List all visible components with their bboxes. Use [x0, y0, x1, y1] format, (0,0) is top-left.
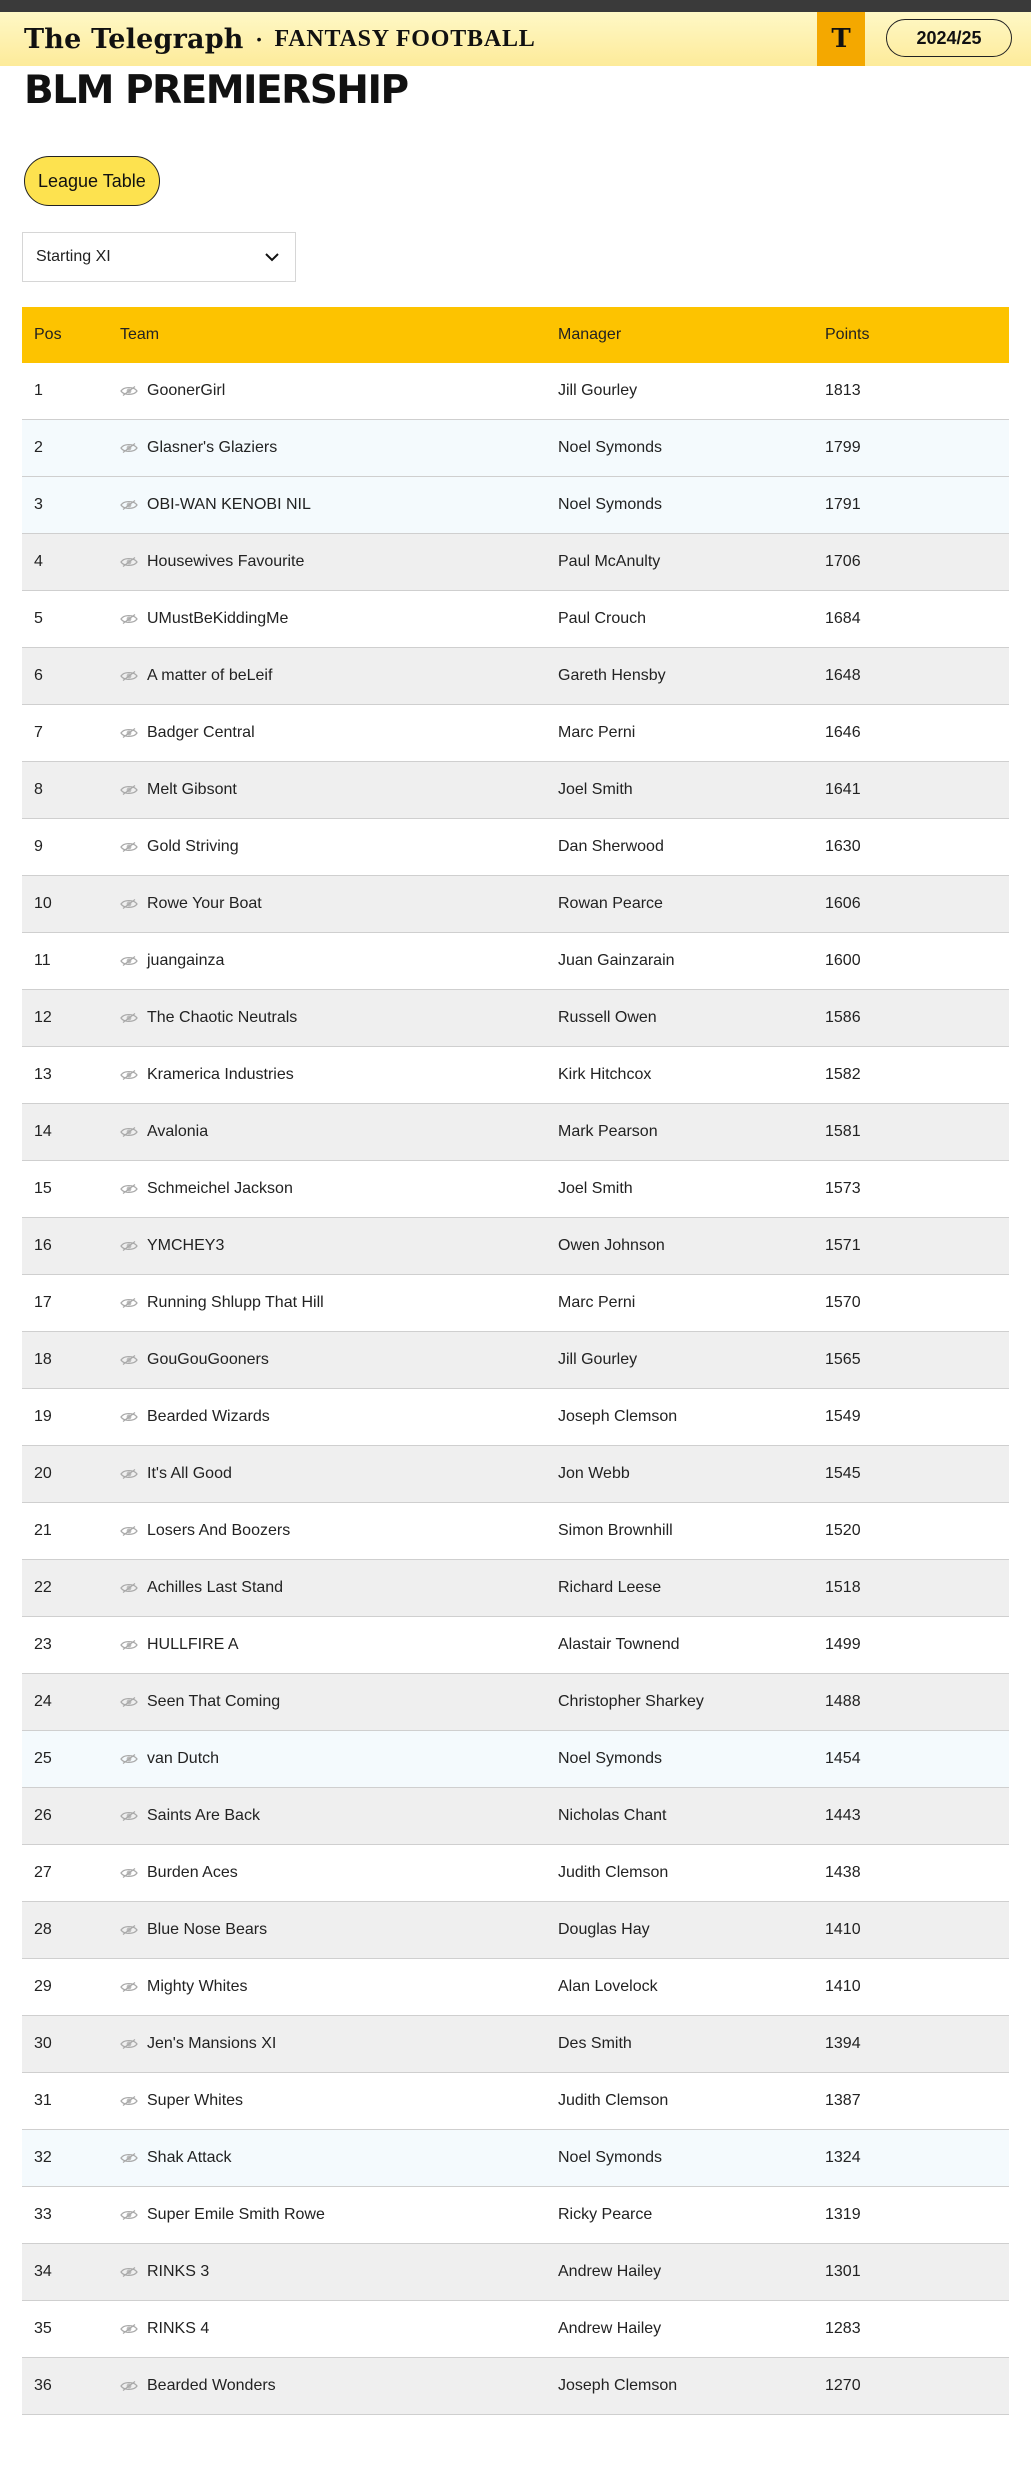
table-row[interactable] — [22, 420, 1009, 477]
row-team-name[interactable]: Avalonia — [147, 1123, 209, 1140]
league-title: BLM PREMIERSHIP — [24, 68, 408, 113]
eye-icon[interactable] — [120, 1126, 138, 1138]
section-name[interactable]: FANTASY FOOTBALL — [274, 25, 536, 52]
row-manager: Noel Symonds — [558, 1750, 663, 1767]
row-manager: Nicholas Chant — [558, 1807, 667, 1824]
row-manager: Noel Symonds — [558, 2149, 663, 2166]
row-manager: Jon Webb — [558, 1465, 630, 1482]
row-manager: Mark Pearson — [558, 1123, 658, 1140]
eye-icon[interactable] — [120, 442, 138, 454]
table-row[interactable] — [22, 534, 1009, 591]
row-manager: Kirk Hitchcox — [558, 1066, 652, 1083]
row-team-cell[interactable] — [120, 2320, 558, 2338]
row-position: 5 — [34, 610, 43, 627]
row-team-name[interactable]: Rowe Your Boat — [147, 895, 262, 912]
row-points: 1438 — [825, 1864, 861, 1881]
row-points: 1324 — [825, 2149, 861, 2166]
row-position: 32 — [34, 2149, 52, 2166]
eye-icon[interactable] — [120, 613, 138, 625]
table-row[interactable] — [22, 1674, 1009, 1731]
column-header-team[interactable]: Team — [120, 326, 160, 343]
row-points: 1549 — [825, 1408, 861, 1425]
table-row[interactable] — [22, 363, 1009, 420]
eye-icon[interactable] — [120, 1411, 138, 1423]
eye-icon[interactable] — [120, 1924, 138, 1936]
eye-icon[interactable] — [120, 2380, 138, 2392]
row-team-cell[interactable] — [120, 2206, 558, 2224]
table-row[interactable] — [22, 1902, 1009, 1959]
eye-icon[interactable] — [120, 1240, 138, 1252]
row-points: 1270 — [825, 2377, 861, 2394]
table-row[interactable] — [22, 2130, 1009, 2187]
row-position: 29 — [34, 1978, 52, 1995]
row-team-name[interactable]: Seen That Coming — [147, 1693, 281, 1710]
chevron-down-icon — [263, 248, 281, 266]
row-team-name[interactable]: Shak Attack — [147, 2149, 232, 2166]
table-row[interactable] — [22, 1047, 1009, 1104]
row-manager: Noel Symonds — [558, 439, 663, 456]
row-team-cell[interactable] — [120, 1978, 558, 1996]
row-team-name[interactable]: It's All Good — [147, 1465, 232, 1482]
table-row[interactable] — [22, 990, 1009, 1047]
row-team-cell[interactable] — [120, 2092, 558, 2110]
row-points: 1581 — [825, 1123, 861, 1140]
eye-icon[interactable] — [120, 1069, 138, 1081]
table-row[interactable] — [22, 1218, 1009, 1275]
row-team-cell[interactable] — [120, 1465, 558, 1483]
column-header-manager[interactable]: Manager — [558, 326, 622, 343]
row-manager: Douglas Hay — [558, 1921, 650, 1938]
table-row[interactable] — [22, 933, 1009, 990]
row-position: 12 — [34, 1009, 52, 1026]
row-team-name[interactable]: GoonerGirl — [147, 382, 226, 399]
row-team-cell[interactable] — [120, 1693, 558, 1711]
row-position: 35 — [34, 2320, 52, 2337]
league-table-tab[interactable]: League Table — [24, 156, 160, 206]
table-row[interactable] — [22, 648, 1009, 705]
table-row[interactable] — [22, 1731, 1009, 1788]
table-row[interactable] — [22, 2187, 1009, 2244]
row-points: 1641 — [825, 781, 861, 798]
row-position: 34 — [34, 2263, 52, 2280]
row-team-cell[interactable] — [120, 1294, 558, 1312]
eye-icon[interactable] — [120, 1297, 138, 1309]
table-row[interactable] — [22, 1560, 1009, 1617]
row-team-cell[interactable] — [120, 1408, 558, 1426]
eye-icon[interactable] — [120, 556, 138, 568]
table-row[interactable] — [22, 1161, 1009, 1218]
row-manager: Paul Crouch — [558, 610, 647, 627]
row-manager: Alastair Townend — [558, 1636, 680, 1653]
row-manager: Juan Gainzarain — [558, 952, 675, 969]
row-position: 21 — [34, 1522, 52, 1539]
row-team-cell[interactable] — [120, 1807, 558, 1825]
row-manager: Ricky Pearce — [558, 2206, 653, 2223]
row-position: 36 — [34, 2377, 52, 2394]
row-team-name[interactable]: Super Emile Smith Rowe — [147, 2206, 325, 2223]
row-team-cell[interactable] — [120, 952, 558, 970]
row-team-cell[interactable] — [120, 382, 558, 400]
row-position: 6 — [34, 667, 43, 684]
eye-icon[interactable] — [120, 898, 138, 910]
row-position: 9 — [34, 838, 43, 855]
table-row[interactable] — [22, 2244, 1009, 2301]
row-manager: Marc Perni — [558, 1294, 636, 1311]
row-points: 1410 — [825, 1921, 861, 1938]
column-header-points[interactable]: Points — [825, 326, 870, 343]
eye-icon[interactable] — [120, 499, 138, 511]
row-team-cell[interactable] — [120, 724, 558, 742]
row-position: 2 — [34, 439, 43, 456]
row-team-cell[interactable] — [120, 439, 558, 457]
row-team-cell[interactable] — [120, 895, 558, 913]
row-team-name[interactable]: HULLFIRE A — [147, 1636, 239, 1653]
row-team-cell[interactable] — [120, 553, 558, 571]
row-position: 31 — [34, 2092, 52, 2109]
eye-icon[interactable] — [120, 1753, 138, 1765]
league-table — [22, 307, 1009, 2415]
row-manager: Alan Lovelock — [558, 1978, 658, 1995]
row-team-cell[interactable] — [120, 1636, 558, 1654]
row-manager: Richard Leese — [558, 1579, 662, 1596]
row-manager: Joel Smith — [558, 1180, 633, 1197]
row-position: 22 — [34, 1579, 52, 1596]
row-team-cell[interactable] — [120, 1066, 558, 1084]
eye-icon[interactable] — [120, 727, 138, 739]
table-row[interactable] — [22, 1503, 1009, 1560]
table-row[interactable] — [22, 1845, 1009, 1902]
row-position: 18 — [34, 1351, 52, 1368]
row-points: 1606 — [825, 895, 861, 912]
eye-icon[interactable] — [120, 670, 138, 682]
row-team-name[interactable]: Melt Gibsont — [147, 781, 237, 798]
row-team-cell[interactable] — [120, 2263, 558, 2281]
eye-icon[interactable] — [120, 2152, 138, 2164]
row-points: 1600 — [825, 952, 861, 969]
eye-icon[interactable] — [120, 784, 138, 796]
row-points: 1301 — [825, 2263, 861, 2280]
eye-icon[interactable] — [120, 1696, 138, 1708]
row-team-cell[interactable] — [120, 1579, 558, 1597]
table-row[interactable] — [22, 2301, 1009, 2358]
row-points: 1520 — [825, 1522, 861, 1539]
row-team-name[interactable]: Glasner's Glaziers — [147, 439, 278, 456]
table-row[interactable] — [22, 1389, 1009, 1446]
row-team-cell[interactable] — [120, 1009, 558, 1027]
row-team-cell[interactable] — [120, 838, 558, 856]
eye-icon[interactable] — [120, 955, 138, 967]
row-points: 1283 — [825, 2320, 861, 2337]
eye-icon[interactable] — [120, 841, 138, 853]
row-team-name[interactable]: Badger Central — [147, 724, 255, 741]
eye-icon[interactable] — [120, 1468, 138, 1480]
row-manager: Rowan Pearce — [558, 895, 663, 912]
row-points: 1648 — [825, 667, 861, 684]
row-points: 1791 — [825, 496, 861, 513]
table-row[interactable] — [22, 762, 1009, 819]
row-points: 1582 — [825, 1066, 861, 1083]
row-manager: Judith Clemson — [558, 2092, 669, 2109]
row-manager: Owen Johnson — [558, 1237, 665, 1254]
row-manager: Jill Gourley — [558, 1351, 638, 1368]
table-row[interactable] — [22, 819, 1009, 876]
row-points: 1518 — [825, 1579, 861, 1596]
row-position: 16 — [34, 1237, 52, 1254]
row-points: 1545 — [825, 1465, 861, 1482]
eye-icon[interactable] — [120, 1810, 138, 1822]
table-row[interactable] — [22, 1332, 1009, 1389]
row-points: 1799 — [825, 439, 861, 456]
row-team-name[interactable]: Gold Striving — [147, 838, 239, 855]
row-team-name[interactable]: YMCHEY3 — [147, 1237, 225, 1254]
eye-icon[interactable] — [120, 2038, 138, 2050]
row-manager: Des Smith — [558, 2035, 632, 2052]
row-team-name[interactable]: Mighty Whites — [147, 1978, 248, 1995]
browser-top-strip — [0, 0, 1031, 12]
row-manager: Andrew Hailey — [558, 2263, 662, 2280]
row-position: 25 — [34, 1750, 52, 1767]
row-position: 4 — [34, 553, 43, 570]
row-team-name[interactable]: Blue Nose Bears — [147, 1921, 268, 1938]
row-points: 1586 — [825, 1009, 861, 1026]
row-team-name[interactable]: Losers And Boozers — [147, 1522, 291, 1539]
eye-icon[interactable] — [120, 2323, 138, 2335]
eye-icon[interactable] — [120, 1525, 138, 1537]
row-position: 30 — [34, 2035, 52, 2052]
table-body — [22, 363, 1009, 2415]
eye-icon[interactable] — [120, 385, 138, 397]
row-team-name[interactable]: UMustBeKiddingMe — [147, 610, 289, 627]
row-team-name[interactable]: Saints Are Back — [147, 1807, 260, 1824]
row-position: 14 — [34, 1123, 52, 1140]
row-team-cell[interactable] — [120, 610, 558, 628]
row-team-cell[interactable] — [120, 1180, 558, 1198]
row-points: 1630 — [825, 838, 861, 855]
row-points: 1410 — [825, 1978, 861, 1995]
row-position: 26 — [34, 1807, 52, 1824]
row-team-cell[interactable] — [120, 1351, 558, 1369]
row-team-cell[interactable] — [120, 2377, 558, 2395]
row-position: 17 — [34, 1294, 52, 1311]
row-team-cell[interactable] — [120, 496, 558, 514]
row-manager: Gareth Hensby — [558, 667, 666, 684]
row-points: 1684 — [825, 610, 861, 627]
row-points: 1571 — [825, 1237, 861, 1254]
row-position: 13 — [34, 1066, 52, 1083]
brand-separator: • — [256, 31, 262, 47]
table-row[interactable] — [22, 1446, 1009, 1503]
row-team-name[interactable]: RINKS 3 — [147, 2263, 210, 2280]
table-row[interactable] — [22, 477, 1009, 534]
row-points: 1488 — [825, 1693, 861, 1710]
row-position: 20 — [34, 1465, 52, 1482]
row-position: 27 — [34, 1864, 52, 1881]
row-position: 3 — [34, 496, 43, 513]
row-team-name[interactable]: Bearded Wizards — [147, 1408, 270, 1425]
row-team-cell[interactable] — [120, 2149, 558, 2167]
row-position: 8 — [34, 781, 43, 798]
row-team-name[interactable]: Bearded Wonders — [147, 2377, 276, 2394]
row-position: 23 — [34, 1636, 52, 1653]
row-points: 1319 — [825, 2206, 861, 2223]
row-manager: Marc Perni — [558, 724, 636, 741]
table-header-row — [22, 307, 1009, 363]
row-team-cell[interactable] — [120, 1750, 558, 1768]
row-manager: Joseph Clemson — [558, 1408, 678, 1425]
row-team-cell[interactable] — [120, 667, 558, 685]
table-row[interactable] — [22, 1788, 1009, 1845]
row-position: 24 — [34, 1693, 52, 1710]
row-team-cell[interactable] — [120, 1123, 558, 1141]
row-manager: Dan Sherwood — [558, 838, 664, 855]
eye-icon[interactable] — [120, 2095, 138, 2107]
row-team-name[interactable]: OBI-WAN KENOBI NIL — [147, 496, 311, 513]
table-row[interactable] — [22, 1275, 1009, 1332]
row-manager: Judith Clemson — [558, 1864, 669, 1881]
row-manager: Christopher Sharkey — [558, 1693, 704, 1710]
row-team-cell[interactable] — [120, 1921, 558, 1939]
row-team-name[interactable]: Jen's Mansions XI — [147, 2035, 277, 2052]
row-team-name[interactable]: A matter of beLeif — [147, 667, 273, 684]
table-row[interactable] — [22, 2016, 1009, 2073]
row-manager: Paul McAnulty — [558, 553, 661, 570]
column-header-pos[interactable]: Pos — [34, 326, 62, 343]
row-position: 1 — [34, 382, 43, 399]
eye-icon[interactable] — [120, 2209, 138, 2221]
row-points: 1570 — [825, 1294, 861, 1311]
dropdown-selected-value: Starting XI — [36, 248, 111, 265]
row-position: 19 — [34, 1408, 52, 1425]
row-points: 1573 — [825, 1180, 861, 1197]
row-team-name[interactable]: Housewives Favourite — [147, 553, 305, 570]
row-position: 11 — [34, 952, 51, 969]
telegraph-logo[interactable]: The Telegraph — [24, 23, 244, 55]
row-position: 28 — [34, 1921, 52, 1938]
table-row[interactable] — [22, 2358, 1009, 2415]
eye-icon[interactable] — [120, 1981, 138, 1993]
row-team-name[interactable]: Achilles Last Stand — [147, 1579, 284, 1596]
row-position: 7 — [34, 724, 43, 741]
row-team-name[interactable]: Burden Aces — [147, 1864, 238, 1881]
table-row[interactable] — [22, 876, 1009, 933]
row-team-name[interactable]: Schmeichel Jackson — [147, 1180, 293, 1197]
eye-icon[interactable] — [120, 1012, 138, 1024]
row-points: 1394 — [825, 2035, 861, 2052]
row-points: 1565 — [825, 1351, 861, 1368]
row-team-cell[interactable] — [120, 1237, 558, 1255]
table-row[interactable] — [22, 2073, 1009, 2130]
row-position: 15 — [34, 1180, 52, 1197]
site-header — [0, 12, 1031, 66]
table-row[interactable] — [22, 591, 1009, 648]
season-selector-button[interactable]: 2024/25 — [886, 19, 1012, 57]
table-row[interactable] — [22, 1104, 1009, 1161]
eye-icon[interactable] — [120, 1639, 138, 1651]
row-points: 1499 — [825, 1636, 861, 1653]
row-team-name[interactable]: Super Whites — [147, 2092, 244, 2109]
row-manager: Joel Smith — [558, 781, 633, 798]
eye-icon[interactable] — [120, 1867, 138, 1879]
row-team-name[interactable]: GouGouGooners — [147, 1351, 269, 1368]
row-points: 1443 — [825, 1807, 861, 1824]
row-manager: Andrew Hailey — [558, 2320, 662, 2337]
row-team-cell[interactable] — [120, 1522, 558, 1540]
table-row[interactable] — [22, 1959, 1009, 2016]
row-team-name[interactable]: juangainza — [147, 952, 225, 969]
row-team-name[interactable]: RINKS 4 — [147, 2320, 210, 2337]
row-team-cell[interactable] — [120, 1864, 558, 1882]
row-points: 1454 — [825, 1750, 861, 1767]
row-position: 33 — [34, 2206, 52, 2223]
row-points: 1646 — [825, 724, 861, 741]
table-row[interactable] — [22, 705, 1009, 762]
row-manager: Simon Brownhill — [558, 1522, 673, 1539]
telegraph-t-badge[interactable]: T — [817, 12, 865, 66]
row-team-cell[interactable] — [120, 2035, 558, 2053]
row-team-name[interactable]: The Chaotic Neutrals — [147, 1009, 298, 1026]
eye-icon[interactable] — [120, 1354, 138, 1366]
row-team-name[interactable]: Kramerica Industries — [147, 1066, 294, 1083]
row-position: 10 — [34, 895, 52, 912]
row-points: 1706 — [825, 553, 861, 570]
row-team-cell[interactable] — [120, 781, 558, 799]
row-team-name[interactable]: van Dutch — [147, 1750, 220, 1767]
eye-icon[interactable] — [120, 1582, 138, 1594]
row-manager: Russell Owen — [558, 1009, 657, 1026]
table-row[interactable] — [22, 1617, 1009, 1674]
row-points: 1813 — [825, 382, 861, 399]
row-manager: Joseph Clemson — [558, 2377, 678, 2394]
row-team-name[interactable]: Running Shlupp That Hill — [147, 1294, 324, 1311]
lineup-filter-dropdown[interactable] — [22, 232, 296, 282]
row-manager: Noel Symonds — [558, 496, 663, 513]
row-manager: Jill Gourley — [558, 382, 638, 399]
eye-icon[interactable] — [120, 2266, 138, 2278]
eye-icon[interactable] — [120, 1183, 138, 1195]
row-points: 1387 — [825, 2092, 861, 2109]
